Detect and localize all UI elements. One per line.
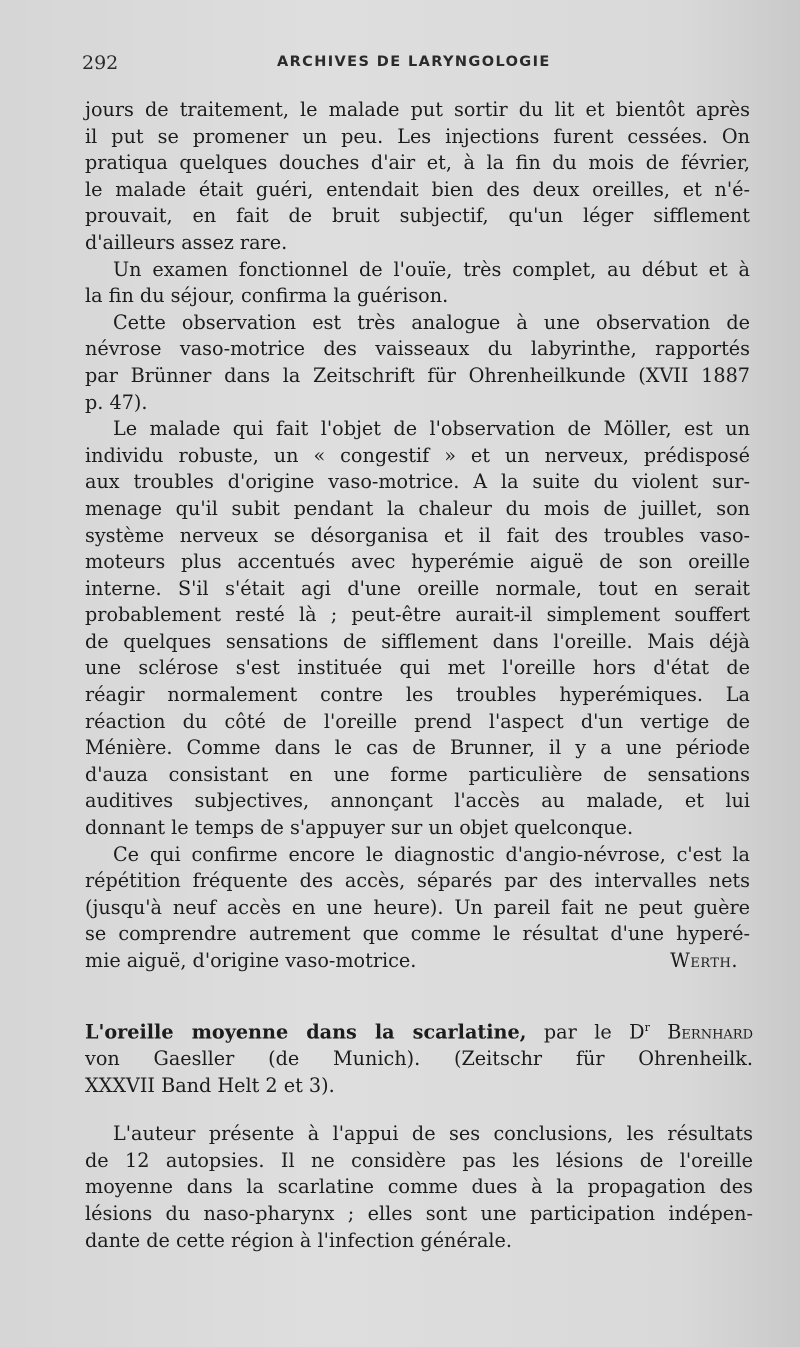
text-line: d'auza consistant en une forme particulière de sensations — [85, 762, 750, 786]
article-title: L'oreille moyenne dans la scarlatine, — [85, 1020, 527, 1044]
bibliographic-entry — [85, 1015, 753, 1099]
text-line: L'auteur présente à l'appui de ses conclusions, les résultats — [113, 1122, 753, 1146]
text-line: moyenne dans la scarlatine comme dues à la propagation des — [85, 1175, 753, 1199]
text-line: le malade était guéri, entendait bien des deux oreilles, et n'é- — [85, 177, 750, 201]
author-signature: Werth. — [670, 949, 738, 972]
text-line: lésions du naso-pharynx ; elles sont une participation indépen- — [85, 1201, 753, 1225]
text-line: Ménière. Comme dans le cas de Brunner, il y a une période — [85, 736, 750, 760]
text-line: Le malade qui fait l'objet de l'observation de Möller, est un — [113, 417, 750, 441]
text-line: donnant le temps de s'appuyer sur un objet quelconque. — [85, 816, 634, 840]
text-line: aux troubles d'origine vaso-motrice. A la suite du violent sur- — [85, 470, 750, 494]
text-line: menage qu'il subit pendant la chaleur du mois de juillet, son — [85, 496, 750, 520]
text-line: se comprendre autrement que comme le résultat d'une hyperé- — [85, 922, 750, 946]
paragraph — [85, 310, 750, 416]
paragraph — [85, 97, 750, 257]
signature-line — [85, 948, 750, 975]
text-line: interne. S'il s'était agi d'une oreille normale, tout en serait — [85, 576, 750, 600]
text-line: névrose vaso-motrice des vaisseaux du labyrinthe, rapportés — [85, 337, 750, 361]
text-line: de 12 autopsies. Il ne considère pas les lésions de l'oreille — [85, 1148, 753, 1172]
text-line: mie aiguë, d'origine vaso-motrice. — [85, 949, 417, 972]
text-line: prouvait, en fait de bruit subjectif, qu'un léger sifflement — [85, 204, 750, 228]
citation-line — [85, 1015, 753, 1046]
text-line: individu robuste, un « congestif » et un nerveux, prédisposé — [85, 443, 750, 467]
text-line: pratiqua quelques douches d'air et, à la fin du mois de février, — [85, 151, 750, 175]
text-line: Un examen fonctionnel de l'ouïe, très complet, au début et à — [113, 257, 750, 281]
text-line: moteurs plus accentués avec hyperémie aiguë de son oreille — [85, 550, 750, 574]
paragraph — [85, 842, 750, 975]
text-line: réaction du côté de l'oreille prend l'aspect d'un vertige de — [85, 709, 750, 733]
text-line: Ce qui confirme encore le diagnostic d'angio-névrose, c'est la — [113, 842, 750, 866]
author-name: Bernhard — [649, 1020, 754, 1044]
citation-line: von Gaesller (de Munich). (Zeitschr für Ohrenheilk. — [85, 1046, 753, 1070]
text-line: par Brünner dans la Zeitschrift für Ohrenheilkunde (XVII 1887 — [85, 363, 750, 387]
text-line: la fin du séjour, confirma la guérison. — [85, 284, 449, 308]
article-continuation — [85, 97, 750, 975]
text-line: dante de cette région à l'infection générale. — [85, 1228, 512, 1252]
text-line: répétition fréquente des accès, séparés par des intervalles nets — [85, 869, 750, 893]
spacer — [85, 1099, 753, 1121]
text-line: d'ailleurs assez rare. — [85, 230, 288, 254]
text-line: Cette observation est très analogue à une observation de — [113, 310, 750, 334]
text-line: réagir normalement contre les troubles hyperémiques. La — [85, 683, 750, 707]
text-line: (jusqu'à neuf accès en une heure). Un pareil fait ne peut guère — [85, 895, 750, 919]
paragraph — [85, 416, 750, 842]
running-title: ARCHIVES DE LARYNGOLOGIE — [277, 54, 551, 70]
citation-text: par le D — [526, 1020, 645, 1044]
text-line: système nerveux se désorganisa et il fait des troubles vaso- — [85, 523, 750, 547]
text-line: une sclérose s'est instituée qui met l'oreille hors d'état de — [85, 656, 750, 680]
abstract-paragraph — [85, 1121, 753, 1254]
paragraph — [85, 257, 750, 310]
citation-line: XXXVII Band Helt 2 et 3). — [85, 1073, 335, 1097]
text-line: p. 47). — [85, 390, 148, 414]
abstract-section — [85, 1015, 753, 1254]
page-header — [82, 52, 762, 82]
text-line: auditives subjectives, annonçant l'accès au malade, et lui — [85, 789, 750, 813]
page-number: 292 — [82, 52, 119, 74]
text-line: de quelques sensations de sifflement dans l'oreille. Mais déjà — [85, 629, 750, 653]
citation-text: r — [644, 1021, 650, 1034]
text-line: jours de traitement, le malade put sortir du lit et bientôt après — [85, 98, 750, 121]
text-line: il put se promener un peu. Les injections furent cessées. On — [85, 124, 750, 148]
text-line: probablement resté là ; peut-être aurait-il simplement souffert — [85, 603, 750, 627]
